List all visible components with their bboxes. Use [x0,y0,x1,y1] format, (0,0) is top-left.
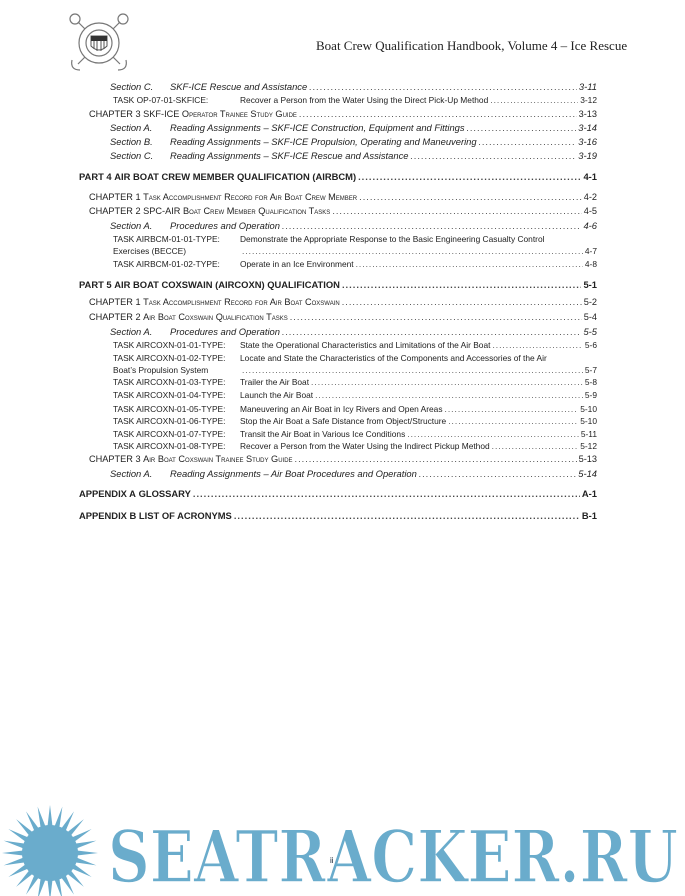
entry-title: Reading Assignments – SKF-ICE Construction, Equipment and Fittings [170,122,465,133]
dot-leader [467,122,577,133]
dot-leader [282,220,581,231]
sun-ray [47,879,52,896]
entry-title: State the Operational Characteristics and Limitations of the Air Boat [240,340,491,350]
entry-page-number: 5-5 [583,326,597,337]
entry-label: TASK AIRBCM-01-01-TYPE: [113,234,220,244]
entry-page-number: 5-14 [578,468,597,479]
entry-label: TASK AIRCOXN-01-04-TYPE: [113,390,226,400]
entry-page-number: 4-5 [583,206,597,216]
toc-entry-task[interactable] [113,246,597,257]
dot-leader [410,150,576,161]
entry-label: Section A. [110,468,153,479]
dot-leader [407,429,579,440]
dot-leader [299,109,577,120]
entry-title: Demonstrate the Appropriate Response to the Basic Engineering Casualty Control [240,234,545,244]
entry-label: TASK AIRBCM-01-02-TYPE: [113,259,220,269]
dot-leader [492,340,582,351]
entry-page-number: 3-12 [580,95,597,105]
dot-leader [282,326,581,337]
toc-entry-task[interactable] [113,429,597,440]
toc-entry-section[interactable] [110,122,597,133]
entry-label: TASK AIRCOXN-01-08-TYPE: [113,441,226,451]
entry-label: CHAPTER 2 [89,312,141,322]
entry-label: TASK AIRCOXN-01-01-TYPE: [113,340,226,350]
dot-leader [356,259,583,270]
toc-entry-chapter[interactable] [89,312,597,323]
entry-title: Recover a Person from the Water Using the Direct Pick-Up Method [240,95,489,105]
entry-page-number: 5-4 [583,312,597,322]
entry-title: AIR BOAT COXSWAIN (AIRCOXN) QUALIFICATION [114,279,340,290]
entry-title: Air Boat Coxswain Qualification Tasks [143,312,288,322]
entry-label: APPENDIX B [79,510,137,521]
dot-leader [419,468,576,479]
entry-label: TASK OP-07-01-SKFICE: [113,95,209,105]
toc-entry-task[interactable] [113,377,597,388]
entry-title: Recover a Person from the Water Using the Indirect Pickup Method [240,441,490,451]
entry-label: PART 5 [79,279,112,290]
entry-title: Task Accomplishment Record for Air Boat Coxswain [143,297,340,307]
sun-ray [4,857,26,865]
dot-leader [311,377,583,388]
entry-label: Section C. [110,81,154,92]
entry-label: Section A. [110,326,153,337]
entry-page-number: 5-2 [583,297,597,307]
entry-label: CHAPTER 2 [89,206,141,216]
entry-label: TASK AIRCOXN-01-03-TYPE: [113,377,226,387]
toc-entry-section[interactable] [110,220,597,231]
entry-page-number: 4-7 [584,246,597,256]
entry-page-number: 3-16 [578,136,597,147]
entry-title: Transit the Air Boat in Various Ice Conditions [240,429,406,439]
dot-leader [315,390,583,401]
entry-title: Stop the Air Boat a Safe Distance from Object/Structure [240,416,447,426]
toc-entry-section[interactable] [110,326,597,337]
entry-page-number: 3-19 [578,150,597,161]
toc-entry-chapter[interactable] [89,206,597,217]
entry-page-number: B-1 [581,510,597,521]
entry-page-number: 3-13 [578,109,597,119]
entry-label: CHAPTER 3 [89,454,141,464]
entry-page-number: 5-10 [580,404,597,414]
entry-title-continued: Exercises (BECCE) [113,246,187,256]
dot-leader [193,488,580,499]
dot-leader [242,246,583,257]
toc-entry-part[interactable] [79,510,597,521]
entry-title: LIST OF ACRONYMS [138,510,232,521]
entry-label: TASK AIRCOXN-01-06-TYPE: [113,416,226,426]
toc-entry-section[interactable] [110,468,597,479]
dot-leader [492,441,579,452]
entry-title: Reading Assignments – SKF-ICE Rescue and Assistance [170,150,409,161]
toc-entry-first-line [113,234,544,244]
entry-page-number: 5-9 [584,390,597,400]
entry-title: AIR BOAT CREW MEMBER QUALIFICATION (AIRBCM) [114,171,357,182]
entry-label: CHAPTER 1 [89,192,141,202]
entry-page-number: 4-1 [583,171,597,182]
toc-entry-section[interactable] [110,81,597,92]
entry-title: Task Accomplishment Record for Air Boat Crew Member [143,192,358,202]
entry-title: SPC-AIR Boat Crew Member Qualification Tasks [143,206,331,216]
toc-entry-task[interactable] [113,404,597,415]
svg-text:SEATRACKER.RU: SEATRACKER.RU [108,814,678,896]
entry-page-number: 4-8 [584,259,597,269]
dot-leader [234,510,580,521]
document-header-title: Boat Crew Qualification Handbook, Volume 4 – Ice Rescue [316,38,628,53]
toc-entry-task[interactable] [113,259,597,270]
entry-page-number: 4-6 [583,220,597,231]
sun-ray [38,877,46,896]
coast-guard-seal-logo [66,10,132,76]
sun-ray [74,857,96,865]
toc-entry-task[interactable] [113,365,597,376]
dot-leader [448,416,578,427]
toc-entry-task[interactable] [113,340,597,351]
toc-entry-part[interactable] [79,488,597,499]
entry-page-number: 5-1 [583,279,597,290]
seatracker-watermark [0,790,685,896]
page-number: ii [330,856,334,865]
entry-page-number: 5-7 [584,365,597,375]
toc-entry-section[interactable] [110,150,597,161]
entry-title: SKF-ICE Operator Trainee Study Guide [143,109,297,119]
toc-entry-section[interactable] [110,136,597,147]
entry-title: Reading Assignments – Air Boat Procedures and Operation [170,468,417,479]
entry-label: Section C. [110,150,154,161]
entry-title: Maneuvering an Air Boat in Icy Rivers and Open Areas [240,404,443,414]
dot-leader [242,365,583,376]
toc-entry-task[interactable] [113,390,597,401]
toc-entry-chapter[interactable] [89,109,597,120]
entry-page-number: 3-11 [578,81,597,92]
entry-page-number: 5-10 [580,416,597,426]
dot-leader [342,297,582,308]
entry-title: GLOSSARY [138,488,191,499]
entry-label: CHAPTER 3 [89,109,141,119]
sun-ray [54,807,62,829]
dot-leader [342,279,581,290]
toc-entry-chapter[interactable] [89,297,597,308]
entry-title: Trailer the Air Boat [240,377,310,387]
entry-title: Operate in an Ice Environment [240,259,354,269]
toc-entry-task[interactable] [113,416,597,427]
entry-title: Procedures and Operation [170,220,280,231]
dot-leader [295,454,577,465]
entry-label: CHAPTER 1 [89,297,141,307]
dot-leader [445,404,579,415]
entry-page-number: 4-2 [583,192,597,202]
entry-label: PART 4 [79,171,112,182]
dot-leader [332,206,581,217]
dot-leader [358,171,581,182]
entry-title: Reading Assignments – SKF-ICE Propulsion, Operating and Maneuvering [170,136,477,147]
dot-leader [490,95,578,106]
dot-leader [359,192,582,203]
entry-title: SKF-ICE Rescue and Assistance [170,81,308,92]
toc-entry-first-line [113,353,547,363]
toc-entry-part[interactable] [79,279,597,290]
dot-leader [479,136,577,147]
entry-title: Locate and State the Characteristics of the Components and Accessories of the Air [240,353,547,363]
entry-page-number: 5-11 [580,429,597,439]
entry-title: Launch the Air Boat [240,390,314,400]
entry-title-continued: Boat’s Propulsion System [113,365,209,375]
toc-entry-task[interactable] [113,441,597,452]
toc-entry-task[interactable] [113,95,597,106]
dot-leader [290,312,582,323]
entry-title: Air Boat Coxswain Trainee Study Guide [143,454,293,464]
entry-page-number: 3-14 [578,122,597,133]
entry-page-number: A-1 [581,488,597,499]
dot-leader [309,81,577,92]
entry-label: TASK AIRCOXN-01-07-TYPE: [113,429,226,439]
entry-page-number: 5-13 [578,454,597,464]
entry-label: Section A. [110,122,153,133]
sun-ray [54,877,62,896]
entry-page-number: 5-12 [580,441,597,451]
entry-label: Section A. [110,220,153,231]
sun-ray [47,805,52,827]
entry-label: Section B. [110,136,153,147]
entry-label: TASK AIRCOXN-01-02-TYPE: [113,353,226,363]
toc-entry-part[interactable] [79,171,597,182]
entry-page-number: 5-6 [584,340,597,350]
entry-title: Procedures and Operation [170,326,280,337]
toc-entry-chapter[interactable] [89,192,597,203]
entry-page-number: 5-8 [584,377,597,387]
entry-label: TASK AIRCOXN-01-05-TYPE: [113,404,226,414]
toc-entry-chapter[interactable] [89,454,597,465]
sun-ray [38,807,46,829]
entry-label: APPENDIX A [79,488,136,499]
